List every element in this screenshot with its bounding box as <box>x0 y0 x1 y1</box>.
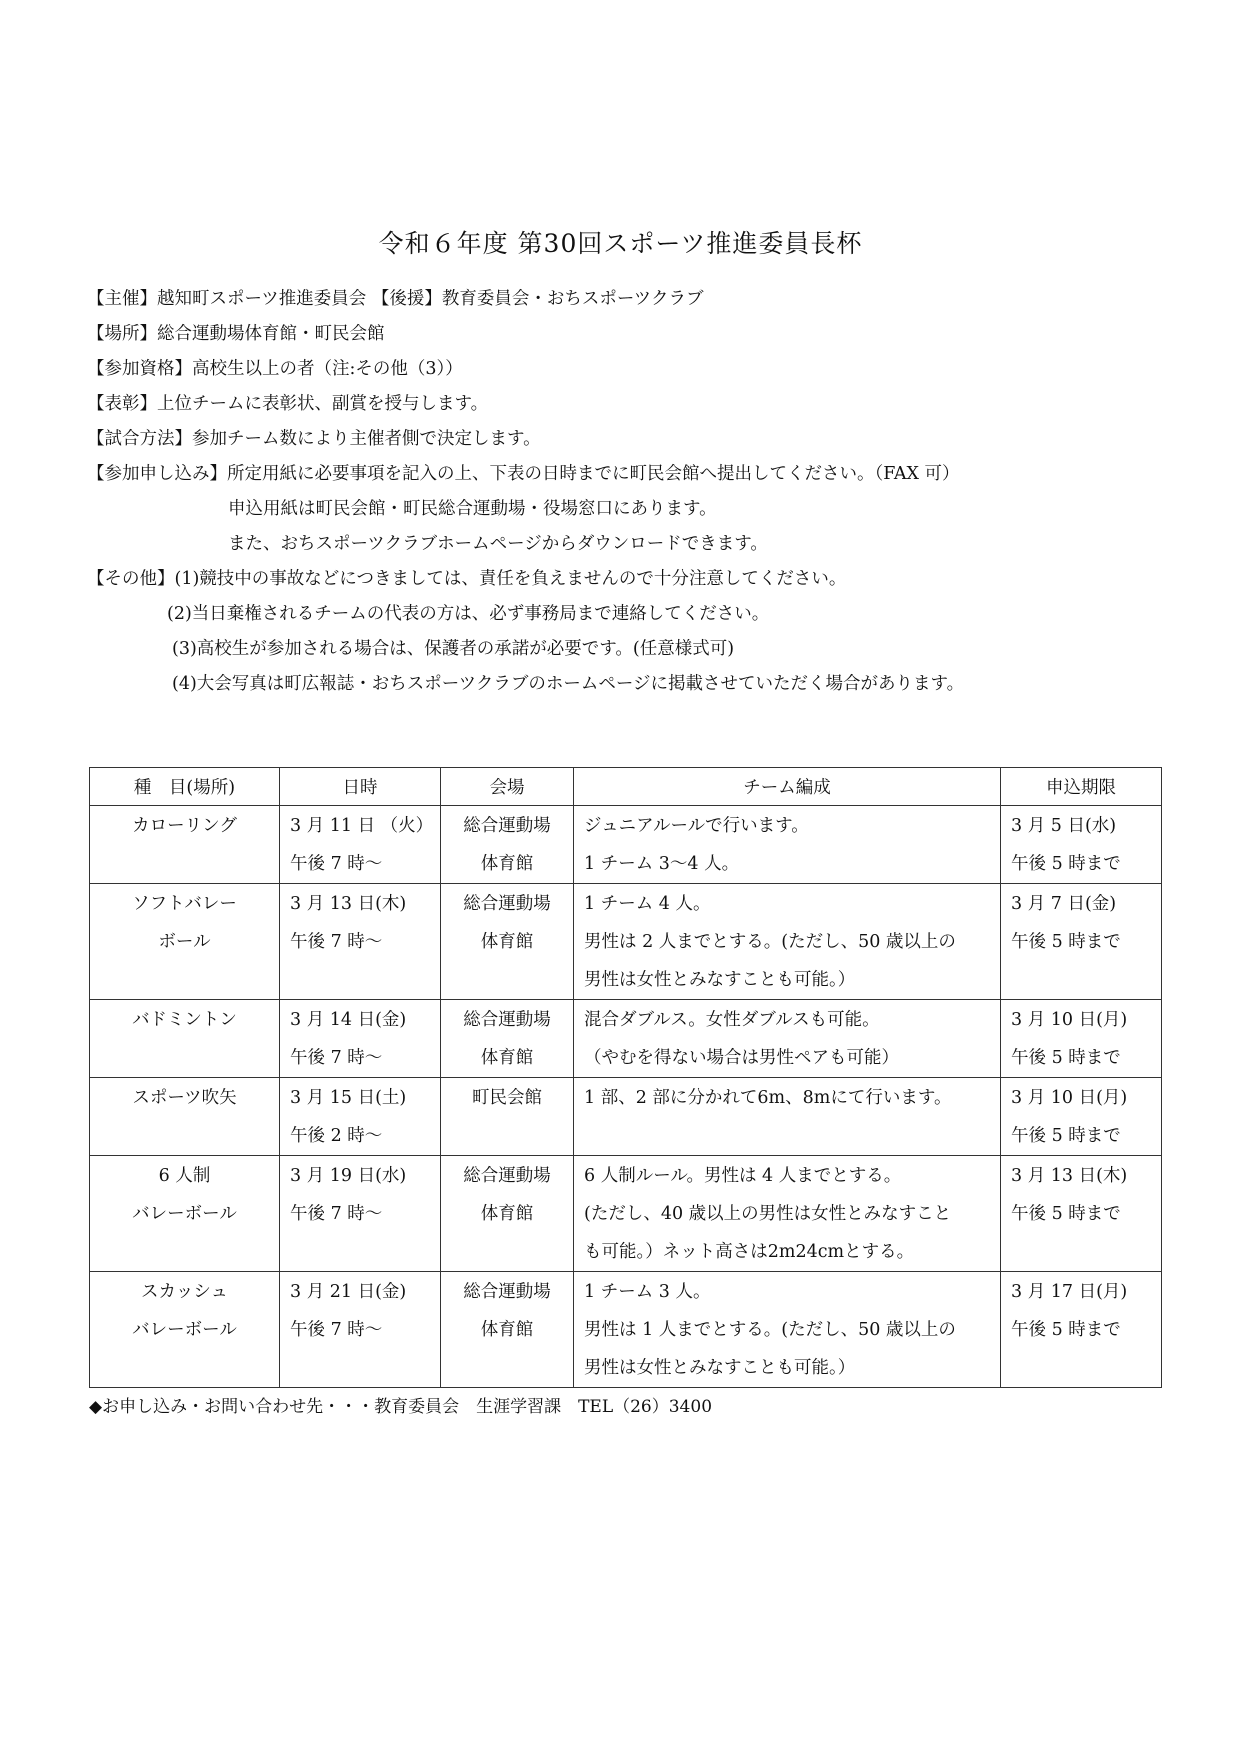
info-other-1: 【その他】(1)競技中の事故などにつきましては、責任を負えませんので十分注意してください。 <box>87 569 847 589</box>
cell-venue-line: 総合運動場 <box>463 1166 551 1186</box>
table-row <box>90 1000 1162 1078</box>
cell-deadline <box>1001 1078 1162 1156</box>
header-venue: 会場 <box>441 768 574 806</box>
cell-deadline-line: 3 月 10 日(月) <box>1011 1010 1128 1030</box>
cell-date-line: 午後 7 時～ <box>290 932 383 952</box>
cell-deadline-line: 午後 5 時まで <box>1011 1126 1121 1146</box>
cell-date <box>280 1078 441 1156</box>
events-table <box>89 767 1162 1388</box>
info-other-3: (3)高校生が参加される場合は、保護者の承諾が必要です。(任意様式可) <box>172 639 735 659</box>
info-section <box>87 284 1207 704</box>
info-organizer: 【主催】越知町スポーツ推進委員会 【後援】教育委員会・おちスポーツクラブ <box>87 289 704 309</box>
cell-venue <box>441 806 574 884</box>
cell-team-line: （やむを得ない場合は男性ペアも可能） <box>584 1048 899 1068</box>
cell-name-line: バレーボール <box>132 1204 237 1224</box>
info-application-download: また、おちスポーツクラブホームページからダウンロードできます。 <box>228 534 768 554</box>
cell-name-line: カローリング <box>132 816 237 836</box>
cell-name <box>90 884 280 1000</box>
info-awards: 【表彰】上位チームに表彰状、副賞を授与します。 <box>87 394 489 414</box>
cell-team-line: 混合ダブルス。女性ダブルスも可能。 <box>584 1010 880 1030</box>
cell-date-line: 3 月 15 日(土) <box>290 1088 407 1108</box>
cell-name-line: バドミントン <box>132 1010 237 1030</box>
table-row <box>90 884 1162 1000</box>
cell-team-line: (ただし、40 歳以上の男性は女性とみなすこと <box>584 1204 952 1224</box>
cell-team-line: 男性は女性とみなすことも可能。） <box>584 1358 856 1378</box>
cell-date-line: 3 月 11 日 （火） <box>290 816 434 836</box>
cell-venue-line: 総合運動場 <box>463 1010 551 1030</box>
cell-name-line: ボール <box>158 932 211 952</box>
table-row <box>90 1078 1162 1156</box>
cell-venue-line: 体育館 <box>480 854 534 874</box>
cell-venue-line: 体育館 <box>480 1048 534 1068</box>
cell-date <box>280 1156 441 1272</box>
cell-name <box>90 1000 280 1078</box>
cell-venue <box>441 1272 574 1388</box>
cell-deadline <box>1001 1272 1162 1388</box>
cell-date-line: 午後 7 時～ <box>290 1320 383 1340</box>
cell-date-line: 3 月 13 日(木) <box>290 894 407 914</box>
cell-team <box>574 1078 1001 1156</box>
cell-deadline-line: 午後 5 時まで <box>1011 1204 1121 1224</box>
table-row <box>90 1156 1162 1272</box>
cell-deadline-line: 午後 5 時まで <box>1011 1320 1121 1340</box>
cell-name-line: ソフトバレー <box>132 894 237 914</box>
contact-info: ◆お申し込み・お問い合わせ先・・・教育委員会 生涯学習課 TEL（26）3400 <box>89 1397 713 1417</box>
cell-date <box>280 806 441 884</box>
cell-team-line: 1 チーム 3 人。 <box>584 1282 711 1302</box>
cell-venue-line: 総合運動場 <box>463 1282 551 1302</box>
cell-date <box>280 884 441 1000</box>
cell-date <box>280 1272 441 1388</box>
cell-date-line: 3 月 14 日(金) <box>290 1010 407 1030</box>
cell-deadline-line: 午後 5 時まで <box>1011 932 1121 952</box>
cell-team <box>574 1000 1001 1078</box>
cell-team-line: 6 人制ルール。男性は 4 人までとする。 <box>584 1166 902 1186</box>
cell-name <box>90 1156 280 1272</box>
header-team: チーム編成 <box>574 768 1001 806</box>
cell-date-line: 午後 2 時～ <box>290 1126 383 1146</box>
cell-deadline-line: 3 月 17 日(月) <box>1011 1282 1128 1302</box>
cell-team <box>574 884 1001 1000</box>
cell-team-line: 男性は女性とみなすことも可能。） <box>584 970 856 990</box>
document-title: 令和６年度 第30回スポーツ推進委員長杯 <box>378 229 863 258</box>
cell-venue-line: 総合運動場 <box>463 816 551 836</box>
cell-date-line: 3 月 21 日(金) <box>290 1282 407 1302</box>
cell-team-line: 1 チーム 3～4 人。 <box>584 854 740 874</box>
header-deadline: 申込期限 <box>1001 768 1162 806</box>
cell-name-line: 6 人制 <box>158 1166 211 1186</box>
cell-deadline-line: 午後 5 時まで <box>1011 854 1121 874</box>
cell-venue <box>441 1156 574 1272</box>
cell-venue-line: 町民会館 <box>472 1088 542 1108</box>
cell-team-line: ジュニアルールで行います。 <box>584 816 809 836</box>
cell-team-line: 1 チーム 4 人。 <box>584 894 711 914</box>
header-datetime: 日時 <box>280 768 441 806</box>
cell-name-line: スカッシュ <box>141 1282 228 1302</box>
events-table-body <box>90 806 1162 1388</box>
info-other-2: (2)当日棄権されるチームの代表の方は、必ず事務局まで連絡してください。 <box>167 604 770 624</box>
table-header-row <box>90 768 1162 806</box>
cell-name <box>90 1272 280 1388</box>
cell-deadline-line: 3 月 13 日(木) <box>1011 1166 1128 1186</box>
cell-deadline <box>1001 806 1162 884</box>
cell-name <box>90 1078 280 1156</box>
cell-date-line: 午後 7 時～ <box>290 1048 383 1068</box>
header-event: 種 目(場所) <box>90 768 280 806</box>
cell-team-line: 男性は 2 人までとする。(ただし、50 歳以上の <box>584 932 956 952</box>
cell-venue-line: 体育館 <box>480 1320 534 1340</box>
cell-date <box>280 1000 441 1078</box>
info-other-4: (4)大会写真は町広報誌・おちスポーツクラブのホームページに掲載させていただく場合があります。 <box>172 674 965 694</box>
cell-venue-line: 総合運動場 <box>463 894 551 914</box>
cell-name <box>90 806 280 884</box>
table-row <box>90 806 1162 884</box>
cell-name-line: バレーボール <box>132 1320 237 1340</box>
cell-date-line: 午後 7 時～ <box>290 854 383 874</box>
cell-deadline-line: 3 月 7 日(金) <box>1011 894 1117 914</box>
cell-venue <box>441 884 574 1000</box>
table-row <box>90 1272 1162 1388</box>
cell-deadline-line: 3 月 10 日(月) <box>1011 1088 1128 1108</box>
cell-venue <box>441 1078 574 1156</box>
info-application: 【参加申し込み】所定用紙に必要事項を記入の上、下表の日時までに町民会館へ提出してください。（FAX 可） <box>87 464 960 484</box>
cell-team-line: 1 部、2 部に分かれて6m、8mにて行います。 <box>584 1088 952 1108</box>
cell-venue <box>441 1000 574 1078</box>
cell-deadline-line: 午後 5 時まで <box>1011 1048 1121 1068</box>
cell-venue-line: 体育館 <box>480 932 534 952</box>
cell-deadline-line: 3 月 5 日(水) <box>1011 816 1117 836</box>
cell-date-line: 3 月 19 日(水) <box>290 1166 407 1186</box>
cell-date-line: 午後 7 時～ <box>290 1204 383 1224</box>
cell-team <box>574 806 1001 884</box>
cell-team <box>574 1156 1001 1272</box>
cell-team-line: も可能。）ネット高さは2m24cmとする。 <box>584 1242 915 1262</box>
cell-deadline <box>1001 1156 1162 1272</box>
info-venue: 【場所】総合運動場体育館・町民会館 <box>87 324 385 344</box>
cell-team <box>574 1272 1001 1388</box>
info-match-method: 【試合方法】参加チーム数により主催者側で決定します。 <box>87 429 541 449</box>
cell-deadline <box>1001 1000 1162 1078</box>
cell-venue-line: 体育館 <box>480 1204 534 1224</box>
info-eligibility: 【参加資格】高校生以上の者（注:その他（3）） <box>87 359 463 379</box>
cell-deadline <box>1001 884 1162 1000</box>
info-application-form: 申込用紙は町民会館・町民総合運動場・役場窓口にあります。 <box>228 499 717 519</box>
cell-team-line: 男性は 1 人までとする。(ただし、50 歳以上の <box>584 1320 956 1340</box>
cell-name-line: スポーツ吹矢 <box>132 1088 237 1108</box>
